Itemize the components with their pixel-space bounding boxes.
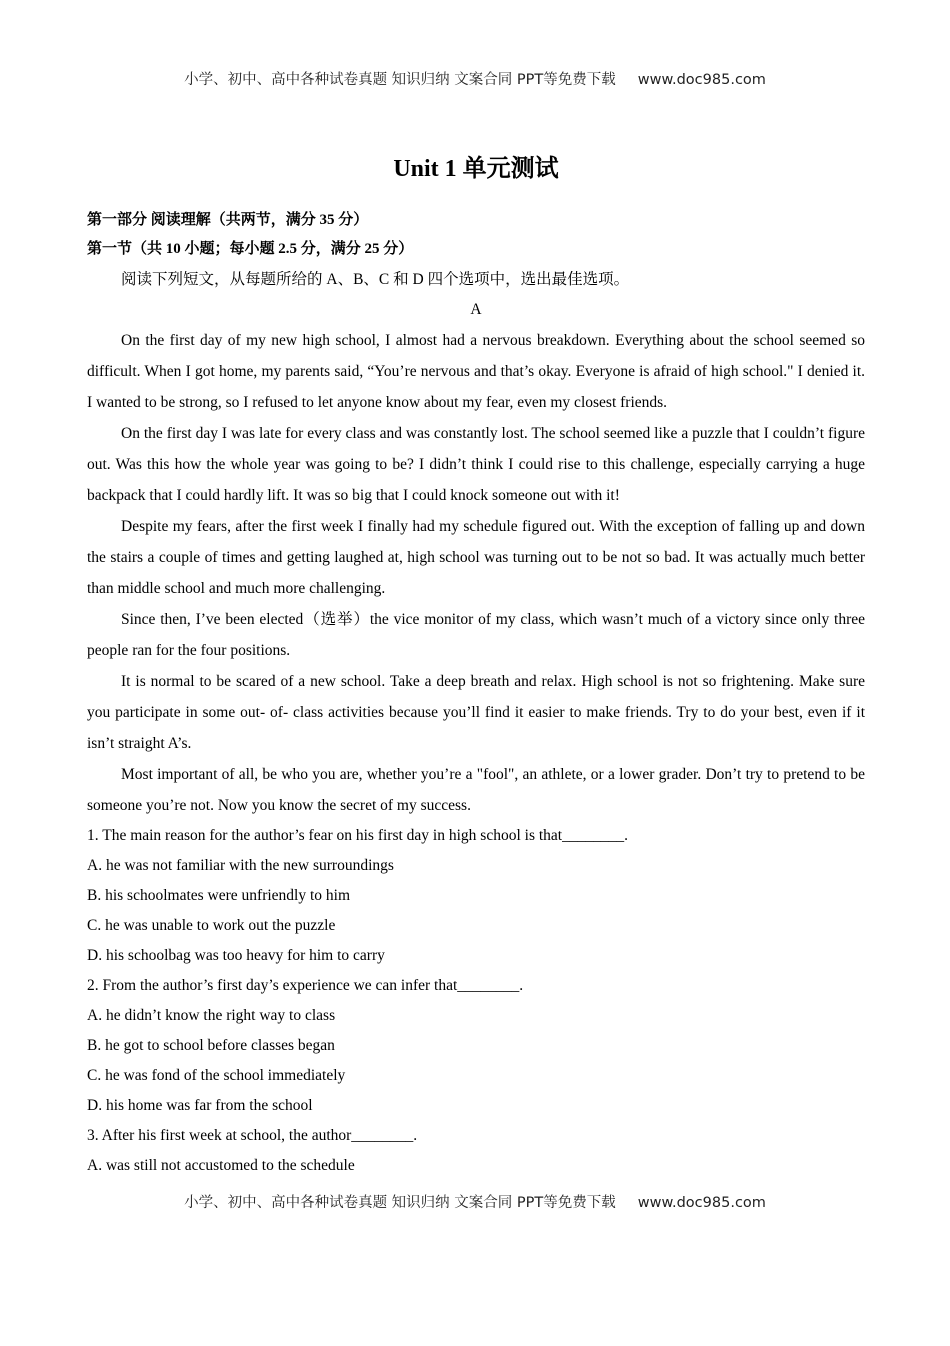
passage-label: A bbox=[470, 301, 482, 318]
passage-paragraph-3: Despite my fears, after the first week I finally had my schedule figured out. With the exception of falling up and down the stairs a couple of times and getting laughed at, high school was turning out to be not so bad. It was actually much better than middle school and much more challenging. bbox=[87, 518, 865, 597]
header-text: 小学、初中、高中各种试卷真题 知识归纳 文案合同 PPT等免费下载 bbox=[184, 72, 616, 88]
option-d: D. his home was far from the school bbox=[87, 1097, 313, 1114]
passage-paragraph-5: It is normal to be scared of a new school. Take a deep breath and relax. High school is not so frightening. Make sure you participate in some out- of- class activities because you’ll find it easier to make friends. Try to do your best, even if it isn’t straight A’s. bbox=[87, 673, 865, 752]
page-footer bbox=[0, 1191, 950, 1212]
option-c: C. he was fond of the school immediately bbox=[87, 1067, 346, 1084]
section-heading: 第一节（共 10 小题；每小题 2.5 分，满分 25 分） bbox=[87, 241, 414, 257]
option-b: B. he got to school before classes began bbox=[87, 1037, 335, 1054]
document-body bbox=[87, 150, 865, 1181]
passage-paragraph-1: On the first day of my new high school, I almost had a nervous breakdown. Everything about the school seemed so difficult. When I got home, my parents said, “You’re nervous and that’s okay. Everyone is afraid of high school." I denied it. I wanted to be strong, so I refused to let anyone know about my fear, even my closest friends. bbox=[87, 332, 865, 411]
footer-url[interactable]: www.doc985.com bbox=[637, 1195, 766, 1211]
page-title: Unit 1 单元测试 bbox=[393, 156, 559, 182]
footer-text: 小学、初中、高中各种试卷真题 知识归纳 文案合同 PPT等免费下载 bbox=[184, 1195, 616, 1211]
question-stem: 3. After his first week at school, the author________. bbox=[87, 1127, 418, 1144]
part-heading: 第一部分 阅读理解（共两节，满分 35 分） bbox=[87, 212, 369, 228]
passage-paragraph-4: Since then, I’ve been elected（选举）the vice monitor of my class, which wasn’t much of a victory since only three people ran for the four positions. bbox=[87, 611, 865, 659]
option-a: A. was still not accustomed to the schedule bbox=[87, 1157, 355, 1174]
option-d: D. his schoolbag was too heavy for him to carry bbox=[87, 947, 385, 964]
question-stem: 1. The main reason for the author’s fear on his first day in high school is that________. bbox=[87, 827, 628, 844]
question-1 bbox=[87, 821, 865, 971]
option-a: A. he was not familiar with the new surroundings bbox=[87, 857, 394, 874]
header-url[interactable]: www.doc985.com bbox=[637, 72, 766, 88]
option-a: A. he didn’t know the right way to class bbox=[87, 1007, 336, 1024]
passage-paragraph-2: On the first day I was late for every class and was constantly lost. The school seemed like a puzzle that I couldn’t figure out. Was this how the whole year was going to be? I didn’t think I could rise to this challenge, especially carrying a huge backpack that I could hardly lift. It was so big that I could knock someone out with it! bbox=[87, 425, 865, 504]
instruction-text: 阅读下列短文，从每题所给的 A、B、C 和 D 四个选项中，选出最佳选项。 bbox=[121, 271, 630, 288]
page-header bbox=[0, 68, 950, 89]
passage-paragraph-6: Most important of all, be who you are, whether you’re a "fool", an athlete, or a lower grader. Don’t try to pretend to be someone you’re not. Now you know the secret of my success. bbox=[87, 766, 865, 814]
option-b: B. his schoolmates were unfriendly to him bbox=[87, 887, 351, 904]
question-3 bbox=[87, 1121, 865, 1181]
question-stem: 2. From the author’s first day’s experience we can infer that________. bbox=[87, 977, 524, 994]
option-c: C. he was unable to work out the puzzle bbox=[87, 917, 336, 934]
question-2 bbox=[87, 971, 865, 1121]
